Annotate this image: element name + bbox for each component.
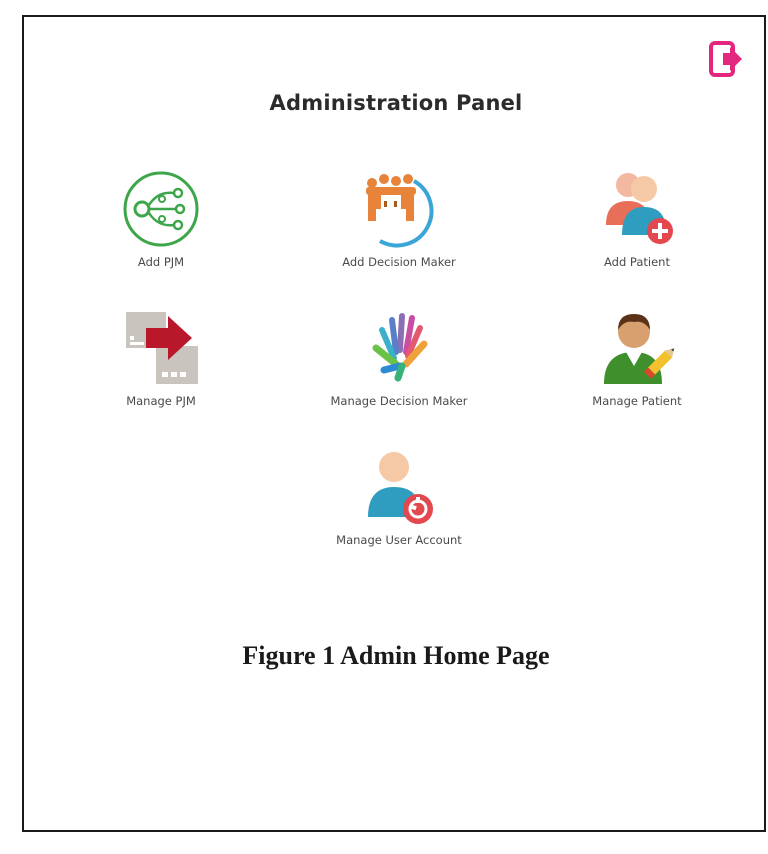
logout-button[interactable] <box>708 39 744 79</box>
screenshot-frame <box>22 15 766 832</box>
user-settings-icon <box>354 447 444 529</box>
manage-decision-maker-tile[interactable] <box>289 308 509 420</box>
add-decision-maker-tile[interactable] <box>289 169 509 281</box>
manage-patient-tile[interactable] <box>527 308 747 420</box>
tile-label: Add PJM <box>137 255 185 269</box>
manage-pjm-tile[interactable] <box>51 308 271 420</box>
team-arch-icon <box>354 169 444 251</box>
edit-user-icon <box>592 308 682 390</box>
transfer-arrow-icon <box>116 308 206 390</box>
network-nodes-icon <box>116 169 206 251</box>
tile-label: Manage Decision Maker <box>330 394 468 408</box>
figure-caption: Figure 1 Admin Home Page <box>242 641 550 670</box>
panel-title: Administration Panel <box>269 91 523 115</box>
tile-label: Manage Patient <box>592 394 682 408</box>
add-pjm-tile[interactable] <box>51 169 271 281</box>
tile-label: Manage User Account <box>336 533 462 547</box>
manage-user-account-tile[interactable] <box>289 447 509 559</box>
add-patient-tile[interactable] <box>527 169 747 281</box>
tile-label: Manage PJM <box>126 394 196 408</box>
tile-label: Add Patient <box>604 255 670 269</box>
crayons-group-icon <box>354 308 444 390</box>
add-users-icon <box>592 169 682 251</box>
logout-icon <box>708 39 744 79</box>
tile-label: Add Decision Maker <box>342 255 456 269</box>
